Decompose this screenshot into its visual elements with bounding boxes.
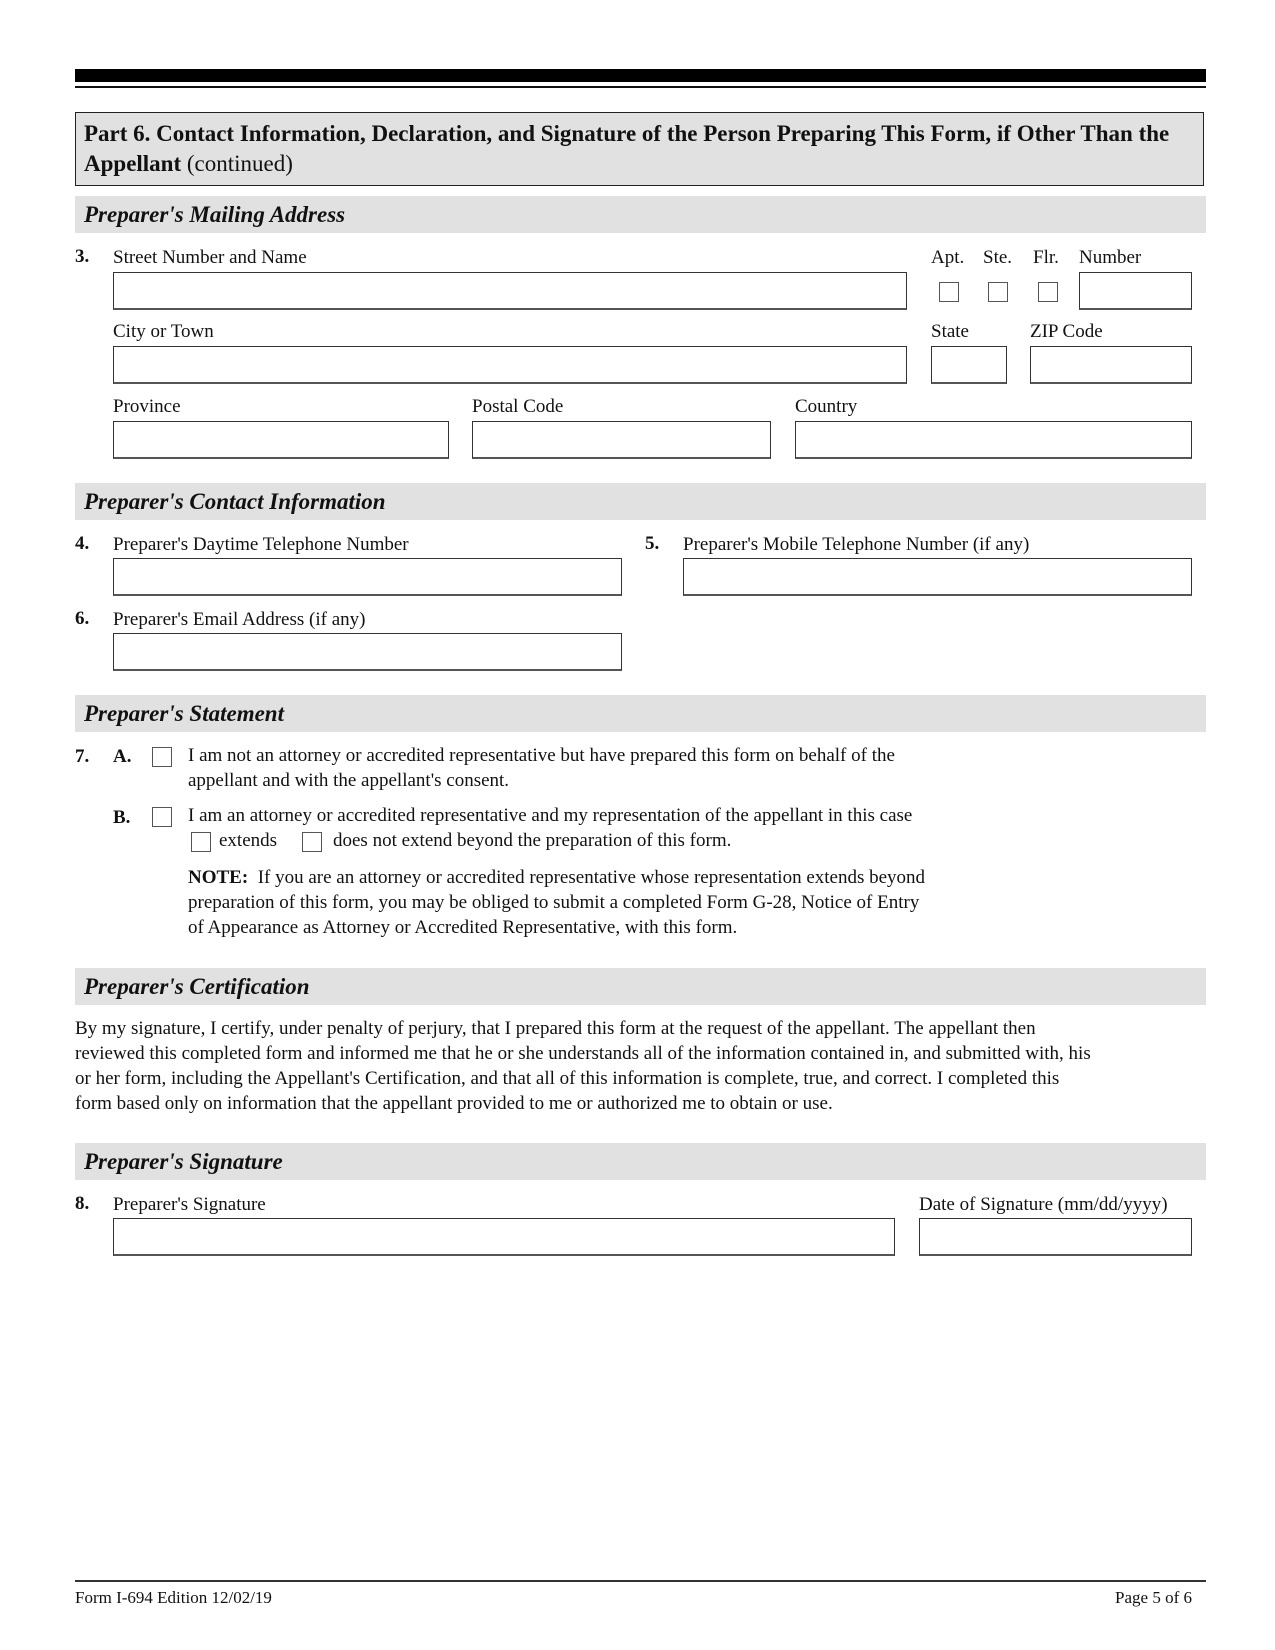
statement-b-checkbox[interactable] [152,807,172,827]
state-input[interactable] [932,347,1006,382]
statement-b-letter: B. [113,807,131,828]
flr-checkbox[interactable] [1038,282,1058,302]
note-line-1 [188,867,925,889]
unit-number-label: Number [1079,247,1142,268]
street-field[interactable] [113,272,907,310]
daytime-phone-field[interactable] [113,558,622,596]
footer-rule [75,1580,1206,1582]
item-number-5: 5. [645,533,660,554]
certification-line-1: By my signature, I certify, under penalty of perjury, that I prepared this form at the request of the appellant. The appellant then [75,1018,1036,1039]
mobile-phone-field[interactable] [683,558,1192,596]
unit-number-input[interactable] [1080,273,1191,308]
province-label: Province [113,396,181,417]
top-rule-thick [75,69,1206,82]
postal-code-input[interactable] [473,422,770,457]
statement-a-checkbox[interactable] [152,747,172,767]
daytime-phone-label: Preparer's Daytime Telephone Number [113,534,409,555]
footer-page-number: Page 5 of 6 [1115,1588,1192,1607]
daytime-phone-input[interactable] [114,559,621,594]
apt-label: Apt. [931,247,965,268]
note-line-3: of Appearance as Attorney or Accredited Representative, with this form. [188,917,738,938]
email-field[interactable] [113,633,622,671]
street-input[interactable] [114,273,906,308]
street-label: Street Number and Name [113,247,307,268]
ste-label: Ste. [983,247,1013,268]
note-line-2: preparation of this form, you may be obliged to submit a completed Form G-28, Notice of Entry [188,892,920,913]
city-input[interactable] [114,347,906,382]
province-input[interactable] [114,422,448,457]
city-field[interactable] [113,346,907,384]
item-number-3: 3. [75,246,90,267]
part-title-suffix: (continued) [186,151,293,176]
statement-a-text-1: I am not an attorney or accredited representative but have prepared this form on behalf of the [188,745,895,766]
note-label: NOTE: [188,867,249,888]
province-field[interactable] [113,421,449,459]
item-number-7: 7. [75,746,90,767]
ste-checkbox[interactable] [988,282,1008,302]
email-label: Preparer's Email Address (if any) [113,609,366,630]
mobile-phone-label: Preparer's Mobile Telephone Number (if any) [683,534,1030,555]
does-not-extend-checkbox[interactable] [302,832,322,852]
certification-line-4: form based only on information that the appellant provided to me or authorized me to obtain or use. [75,1093,833,1114]
note-text-1: If you are an attorney or accredited representative whose representation extends beyond [257,867,926,888]
certification-line-2: reviewed this completed form and informed me that he or she understands all of the information contained in, and submitted with, his [75,1043,1091,1064]
footer-form-id: Form I-694 Edition 12/02/19 [75,1588,272,1607]
extends-label: extends [219,830,278,851]
date-of-signature-field[interactable] [919,1218,1192,1256]
state-label: State [931,321,969,342]
email-input[interactable] [114,634,621,669]
state-field[interactable] [931,346,1007,384]
date-of-signature-label: Date of Signature (mm/dd/yyyy) [919,1194,1168,1215]
top-rule-thin [75,86,1206,88]
flr-label: Flr. [1033,247,1059,268]
certification-line-3: or her form, including the Appellant's Certification, and that all of this information is complete, true, and correct. I completed this [75,1068,1060,1089]
part-header [75,112,1204,186]
mobile-phone-input[interactable] [684,559,1191,594]
statement-a-letter: A. [113,746,132,767]
item-number-8: 8. [75,1193,90,1214]
item-number-6: 6. [75,608,90,629]
section-certification: Preparer's Certification [75,968,1206,1005]
country-label: Country [795,396,858,417]
signature-input[interactable] [114,1219,894,1254]
date-of-signature-input[interactable] [920,1219,1191,1254]
statement-a-text-2: appellant and with the appellant's consent. [188,770,510,791]
city-label: City or Town [113,321,214,342]
section-statement: Preparer's Statement [75,695,1206,732]
zip-input[interactable] [1031,347,1191,382]
statement-b-text-1: I am an attorney or accredited representative and my representation of the appellant in this case [188,805,913,826]
signature-field[interactable] [113,1218,895,1256]
postal-code-label: Postal Code [472,396,564,417]
postal-code-field[interactable] [472,421,771,459]
section-contact-info: Preparer's Contact Information [75,483,1206,520]
section-signature: Preparer's Signature [75,1143,1206,1180]
section-mailing-address: Preparer's Mailing Address [75,196,1206,233]
zip-label: ZIP Code [1030,321,1103,342]
zip-field[interactable] [1030,346,1192,384]
unit-number-field[interactable] [1079,272,1192,310]
signature-label: Preparer's Signature [113,1194,266,1215]
country-input[interactable] [796,422,1191,457]
country-field[interactable] [795,421,1192,459]
part-title: Part 6. Contact Information, Declaration, and Signature of the Person Preparing This Form, if Other Than the Appellant [84,121,1170,176]
does-not-extend-label: does not extend beyond the preparation of this form. [333,830,732,851]
extends-checkbox[interactable] [191,832,211,852]
apt-checkbox[interactable] [939,282,959,302]
item-number-4: 4. [75,533,90,554]
